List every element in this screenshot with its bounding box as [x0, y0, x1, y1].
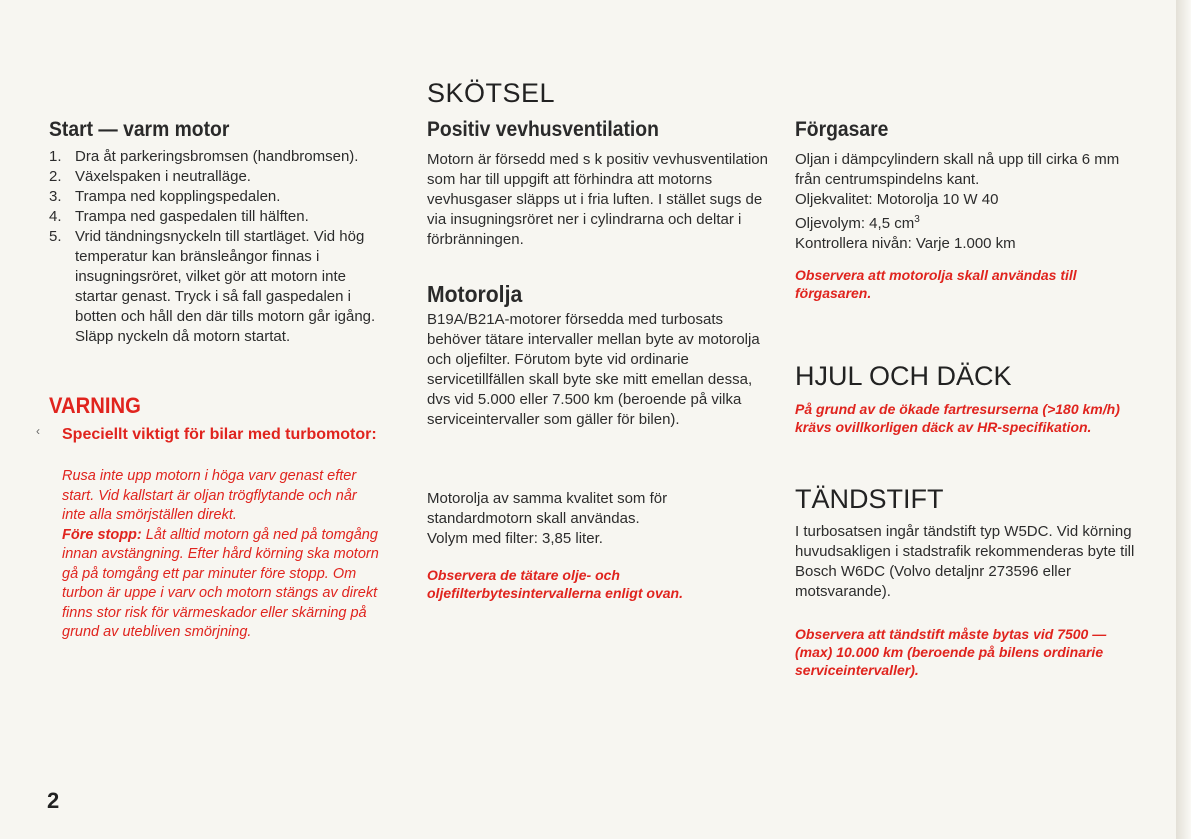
list-item [49, 187, 389, 207]
step-number: 2. [49, 168, 62, 185]
margin-mark: ‹ [36, 424, 40, 438]
hjul-heading: HJUL OCH DÄCK [795, 361, 1012, 391]
step-number: 1. [49, 148, 62, 165]
step-text: Dra åt parkeringsbromsen (handbromsen). [75, 148, 359, 165]
step-number: 4. [49, 208, 62, 225]
warning-text-1: Rusa inte upp motorn i höga varv genast efter start. Vid kallstart är oljan trögflytande och når inte alla smörjställen direkt. [62, 468, 357, 523]
start-steps [49, 147, 389, 347]
step-number: 3. [49, 188, 62, 205]
tandstift-text: I turbosatsen ingår tändstift typ W5DC. Vid körning huvudsakligen i stadstrafik rekommenderas byte till Bosch W6DC (Volvo detaljnr 273596 eller motsvarande). [795, 523, 1135, 600]
warning-bold-label: Före stopp: [62, 526, 142, 543]
list-item [49, 227, 389, 347]
hjul-note: På grund av de ökade fartresurserna (>180 km/h) krävs ovillkorligen däck av HR-specifikation. [795, 401, 1120, 435]
list-item [49, 207, 389, 227]
motorolja-text-3: Volym med filter: 3,85 liter. [427, 530, 603, 547]
motorolja-text-1: B19A/B21A-motorer försedda med turbosats behöver tätare intervaller mellan byte av motorolja och oljefilter. Förutom byte vid ordinarie servicetillfällen skall byte ske mitt emellan dessa, dvs vid 5.000 eller 7.500 km (beroende på vilka serviceintervaller som gäller för bilen). [427, 311, 760, 428]
forgasare-line-4: Kontrollera nivån: Varje 1.000 km [795, 235, 1016, 252]
start-heading: Start — varm motor [49, 118, 230, 141]
tandstift-note: Observera att tändstift måste bytas vid 7500 — (max) 10.000 km (beroende på bilens ordinarie serviceintervaller). [795, 626, 1107, 678]
list-item [49, 147, 389, 167]
step-text: Trampa ned gaspedalen till hälften. [75, 208, 309, 225]
list-item [49, 167, 389, 187]
tandstift-heading: TÄNDSTIFT [795, 484, 944, 514]
forgasare-line-3-sup: 3 [914, 214, 920, 225]
motorolja-text-2: Motorolja av samma kvalitet som för standardmotorn skall användas. [427, 490, 668, 527]
page-title: SKÖTSEL [427, 78, 556, 108]
step-text: Vrid tändningsnyckeln till startläget. Vid hög temperatur kan bränsleångor finnas i insugningsröret, vilket gör att motorn inte startar genast. Tryck i så fall gaspedalen i botten och håll den där tills motorn går igång. Släpp nyckeln då motorn startat. [75, 228, 376, 345]
warning-text-2: Låt alltid motorn gå ned på tomgång innan avstängning. Efter hård körning ska motorn gå på tomgång ett par minuter före stopp. Om turbon är uppe i varv och motorn stängs av direkt finns stor risk för värmeskador eller skärning på grund av utebliven smörjning. [62, 526, 379, 640]
ventilation-heading: Positiv vevhusventilation [427, 118, 659, 141]
page-edge [1176, 0, 1191, 839]
step-number: 5. [49, 228, 62, 245]
page-number: 2 [47, 788, 60, 813]
step-text: Trampa ned kopplingspedalen. [75, 188, 281, 205]
motorolja-note: Observera de tätare olje- och oljefilterbytesintervallerna enligt ovan. [427, 567, 683, 601]
warning-subheading: Speciellt viktigt för bilar med turbomotor: [62, 426, 377, 443]
warning-heading: VARNING [49, 393, 141, 418]
warning-text [62, 467, 382, 643]
ventilation-text: Motorn är försedd med s k positiv vevhusventilation som har till uppgift att förhindra att motorns vevhusgaser släpps ut i fria luften. I stället sugs de via insugningsröret ner i cylindrarna och deltar i förbränningen. [427, 151, 768, 248]
forgasare-line-3: Oljevolym: 4,5 cm [795, 215, 915, 232]
motorolja-heading: Motorolja [427, 281, 523, 307]
forgasare-line-1: Oljan i dämpcylindern skall nå upp till cirka 6 mm från centrumspindelns kant. [795, 151, 1120, 188]
forgasare-note: Observera att motorolja skall användas till förgasaren. [795, 267, 1077, 301]
forgasare-heading: Förgasare [795, 118, 889, 141]
step-text: Växelspaken i neutralläge. [75, 168, 251, 185]
forgasare-text [795, 150, 1147, 254]
forgasare-line-2: Oljekvalitet: Motorolja 10 W 40 [795, 191, 999, 208]
